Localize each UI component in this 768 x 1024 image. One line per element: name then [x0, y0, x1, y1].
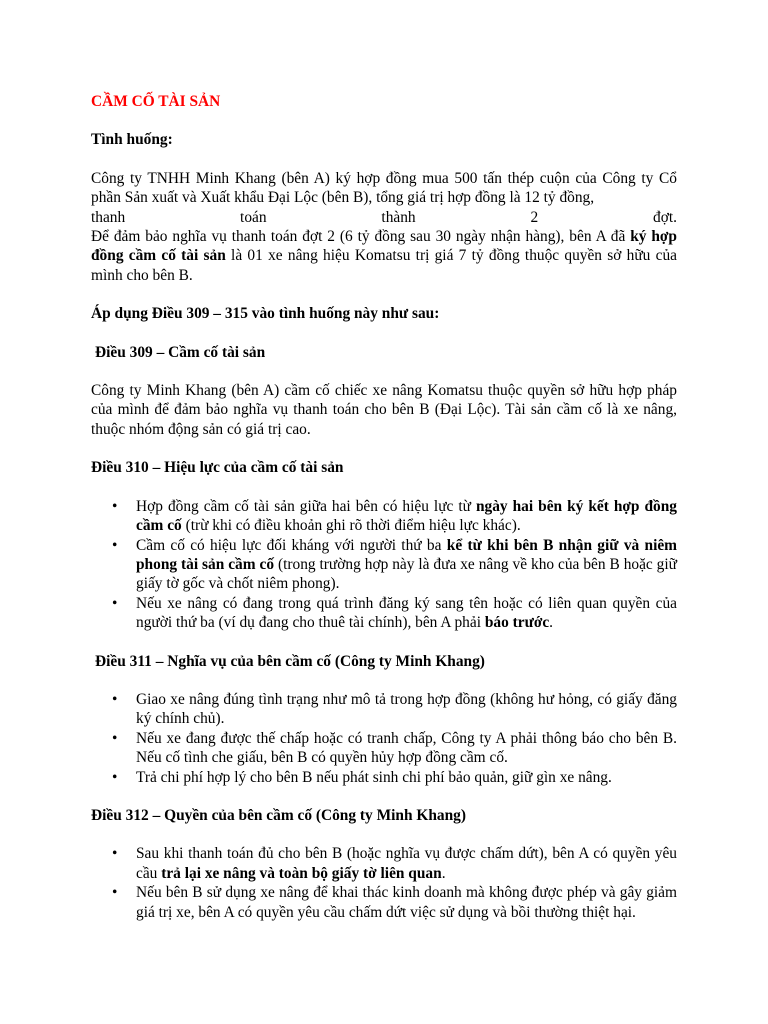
situation-heading: Tình huống: [91, 131, 173, 149]
text-run: Hợp đồng cầm cố tài sản giữa hai bên có hiệu lực từ [136, 497, 476, 515]
bold-text-run: ngày hai bên ký kết hợp đồng cầm cố [136, 497, 677, 535]
situation-paragraph-1-last-line: thanh toán thành 2 đợt. [91, 208, 677, 226]
article-309-text: Công ty Minh Khang (bên A) cầm cố chiếc xe nâng Komatsu thuộc quyền sở hữu hợp pháp của mình để đảm bảo nghĩa vụ thanh toán cho bên B (Đại Lộc). Tài sản cầm cố là xe nâng, thuộc nhóm động sản có giá trị cao. [91, 382, 677, 438]
list-item: • Nếu bên B sử dụng xe nâng để khai thác kinh doanh mà không được phép và gây giảm giá trị xe, bên A có quyền yêu cầu chấm dứt việc sử dụng và bồi thường thiệt hại. [136, 883, 677, 922]
text-run: (trong trường hợp này là đưa xe nâng về kho của bên B hoặc giữ giấy tờ gốc và chốt niêm phong). [136, 555, 677, 593]
text-run: (trừ khi có điều khoản ghi rõ thời điểm hiệu lực khác). [181, 517, 521, 535]
article-310-list [91, 497, 677, 633]
situation-paragraph-1: Công ty TNHH Minh Khang (bên A) ký hợp đồng mua 500 tấn thép cuộn của Công ty Cổ phần Sản xuất và Xuất khẩu Đại Lộc (bên B), tổng giá trị hợp đồng là 12 tỷ đồng, [91, 169, 677, 207]
list-item [136, 536, 677, 594]
situation-body [91, 169, 677, 285]
article-311-heading: Điều 311 – Nghĩa vụ của bên cầm cố (Công ty Minh Khang) [95, 652, 485, 670]
bold-text-run: ký hợp đồng cầm cố tài sản [91, 228, 677, 265]
document-title: CẦM CỐ TÀI SẢN [91, 93, 221, 110]
apply-heading: Áp dụng Điều 309 – 315 vào tình huống này như sau: [91, 305, 440, 323]
list-item [136, 497, 677, 536]
text-run: . [441, 864, 446, 882]
situation-paragraph-2 [91, 227, 677, 285]
list-item [136, 844, 677, 883]
article-309-heading: Điều 309 – Cầm cố tài sản [95, 343, 266, 361]
text-run: Nếu xe nâng có đang trong quá trình đăng ký sang tên hoặc có liên quan quyền của người thứ ba (ví dụ đang cho thuê tài chính), bên A phải [136, 594, 677, 632]
text-run: . [549, 614, 554, 632]
list-item [136, 594, 677, 633]
article-312-heading: Điều 312 – Quyền của bên cầm cố (Công ty Minh Khang) [91, 806, 466, 824]
bold-text-run: kể từ khi bên B nhận giữ và niêm phong tài sản cầm cố [136, 536, 677, 573]
article-310-heading: Điều 310 – Hiệu lực của cầm cố tài sản [91, 459, 344, 477]
list-item: • Trả chi phí hợp lý cho bên B nếu phát sinh chi phí bảo quản, giữ gìn xe nâng. [136, 768, 677, 787]
text-run: là 01 xe nâng hiệu Komatsu trị giá 7 tỷ đồng thuộc quyền sở hữu của mình cho bên B. [91, 247, 677, 284]
list-item: • Nếu xe đang được thế chấp hoặc có tranh chấp, Công ty A phải thông báo cho bên B. Nếu cố tình che giấu, bên B có quyền hủy hợp đồng cầm cố. [136, 729, 677, 768]
article-311-list [91, 690, 677, 787]
article-312-list [91, 844, 677, 922]
text-run: Để đảm bảo nghĩa vụ thanh toán đợt 2 (6 tỷ đồng sau 30 ngày nhận hàng), bên A đã [91, 228, 631, 246]
bold-text-run: báo trước [484, 614, 550, 632]
text-run: Sau khi thanh toán đủ cho bên B (hoặc nghĩa vụ được chấm dứt), bên A có quyền yêu cầu [136, 845, 677, 882]
list-item: • Giao xe nâng đúng tình trạng như mô tả trong hợp đồng (không hư hỏng, có giấy đăng ký chính chủ). [136, 690, 677, 729]
bold-text-run: trả lại xe nâng và toàn bộ giấy tờ liên quan [161, 864, 442, 882]
text-run: Cầm cố có hiệu lực đối kháng với người thứ ba [136, 536, 447, 554]
